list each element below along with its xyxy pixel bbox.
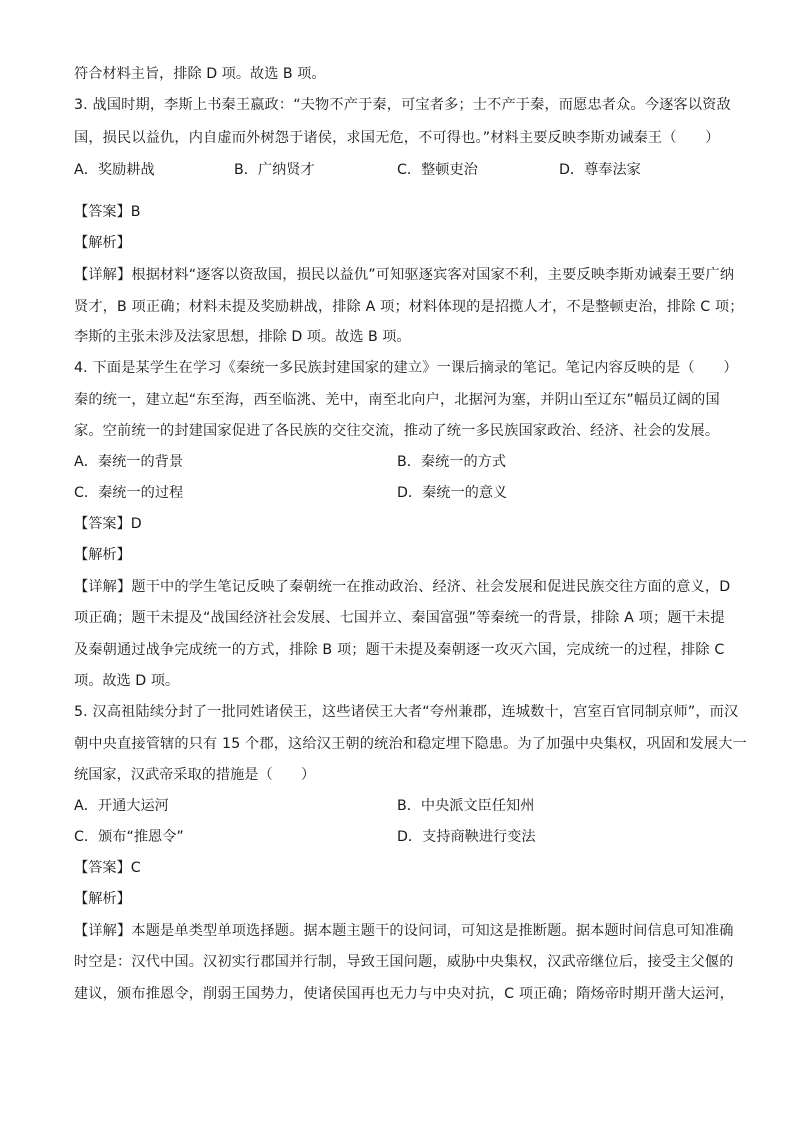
- q5-option-d: D．支持商鞅进行变法: [397, 829, 536, 845]
- question-4-stem-line-2: 秦的统一，建立起“东至海，西至临洮、羌中，南至北向户，北据河为塞，并阴山至辽东”幅员辽阔的国: [74, 392, 720, 408]
- question-5-stem-line-2: 朝中央直接管辖的只有 15 个郡，这给汉王朝的统治和稳定埋下隐患。为了加强中央集权，巩固和发展大一: [74, 736, 747, 752]
- q4-option-d: D．秦统一的意义: [397, 485, 508, 501]
- question-3-stem-line-1: 3. 战国时期，李斯上书秦王嬴政：“夫物不产于秦，可宝者多；士不产于秦，而愿忠者众。今逐客以资敌: [74, 97, 731, 113]
- q3-option-c: C．整顿吏治: [397, 162, 478, 178]
- q4-detail-line-1: 【详解】题干中的学生笔记反映了秦朝统一在推动政治、经济、社会发展和促进民族交往方面的意义，D: [74, 579, 731, 595]
- q3-answer: 【答案】B: [74, 204, 141, 220]
- q5-detail-line-1: 【详解】本题是单类型单项选择题。据本题主题干的设问词，可知这是推断题。据本题时间信息可知准确: [74, 923, 734, 939]
- q5-option-c: C．颁布“推恩令”: [74, 829, 184, 845]
- q4-option-b: B．秦统一的方式: [397, 454, 507, 470]
- q4-analysis-label: 【解析】: [74, 547, 131, 563]
- prev-answer-tail: 符合材料主旨，排除 D 项。故选 B 项。: [74, 66, 326, 82]
- q3-option-b: B．广纳贤才: [234, 162, 315, 178]
- q5-answer: 【答案】C: [74, 860, 141, 876]
- q5-option-b: B．中央派文臣任知州: [397, 798, 535, 814]
- q4-option-c: C．秦统一的过程: [74, 485, 184, 501]
- question-5-stem-line-1: 5. 汉高祖陆续分封了一批同姓诸侯王，这些诸侯王大者“夸州兼郡，连城数十，宫室百官同制京师”，而汉: [74, 704, 739, 720]
- q3-detail-line-2: 贤才，B 项正确；材料未提及奖励耕战，排除 A 项；材料体现的是招揽人才，不是整顿吏治，排除 C 项；: [74, 299, 744, 315]
- q4-detail-line-4: 项。故选 D 项。: [74, 673, 180, 689]
- q4-answer: 【答案】D: [74, 516, 142, 532]
- q4-detail-line-3: 及秦朝通过战争完成统一的方式，排除 B 项；题干未提及秦朝逐一攻灭六国，完成统一的过程，排除 C: [74, 642, 725, 658]
- q4-option-a: A．秦统一的背景: [74, 454, 184, 470]
- q5-option-a: A．开通大运河: [74, 798, 169, 814]
- q5-detail-line-3: 建议，颁布推恩令，削弱王国势力，使诸侯国再也无力与中央对抗，C 项正确；隋炀帝时期开凿大运河，: [74, 986, 734, 1002]
- question-5-stem-line-3: 统国家，汉武帝采取的措施是（ ）: [74, 767, 316, 783]
- q3-analysis-label: 【解析】: [74, 235, 131, 251]
- q5-analysis-label: 【解析】: [74, 891, 131, 907]
- q3-detail-line-3: 李斯的主张未涉及法家思想，排除 D 项。故选 B 项。: [74, 329, 411, 345]
- q3-option-d: D．尊奉法家: [559, 162, 641, 178]
- question-4-stem-line-1: 4. 下面是某学生在学习《秦统一多民族封建国家的建立》一课后摘录的笔记。笔记内容反映的是（ ）: [74, 360, 738, 376]
- q3-detail-line-1: 【详解】根据材料“逐客以资敌国，损民以益仇”可知驱逐宾客对国家不利，主要反映李斯劝诫秦王要广纳: [74, 267, 735, 283]
- q5-detail-line-2: 时空是：汉代中国。汉初实行郡国并行制，导致王国问题，威胁中央集权，汉武帝继位后，接受主父偃的: [74, 954, 734, 970]
- question-3-stem-line-2: 国，损民以益仇，内自虚而外树怨于诸侯，求国无危，不可得也。”材料主要反映李斯劝诫秦王（ ）: [74, 130, 720, 146]
- q3-option-a: A．奖励耕战: [74, 162, 155, 178]
- q4-detail-line-2: 项正确；题干未提及“战国经济社会发展、七国并立、秦国富强”等秦统一的背景，排除 A 项；题干未提: [74, 610, 725, 626]
- question-4-stem-line-3: 家。空前统一的封建国家促进了各民族的交往交流，推动了统一多民族国家政治、经济、社会的发展。: [74, 423, 720, 439]
